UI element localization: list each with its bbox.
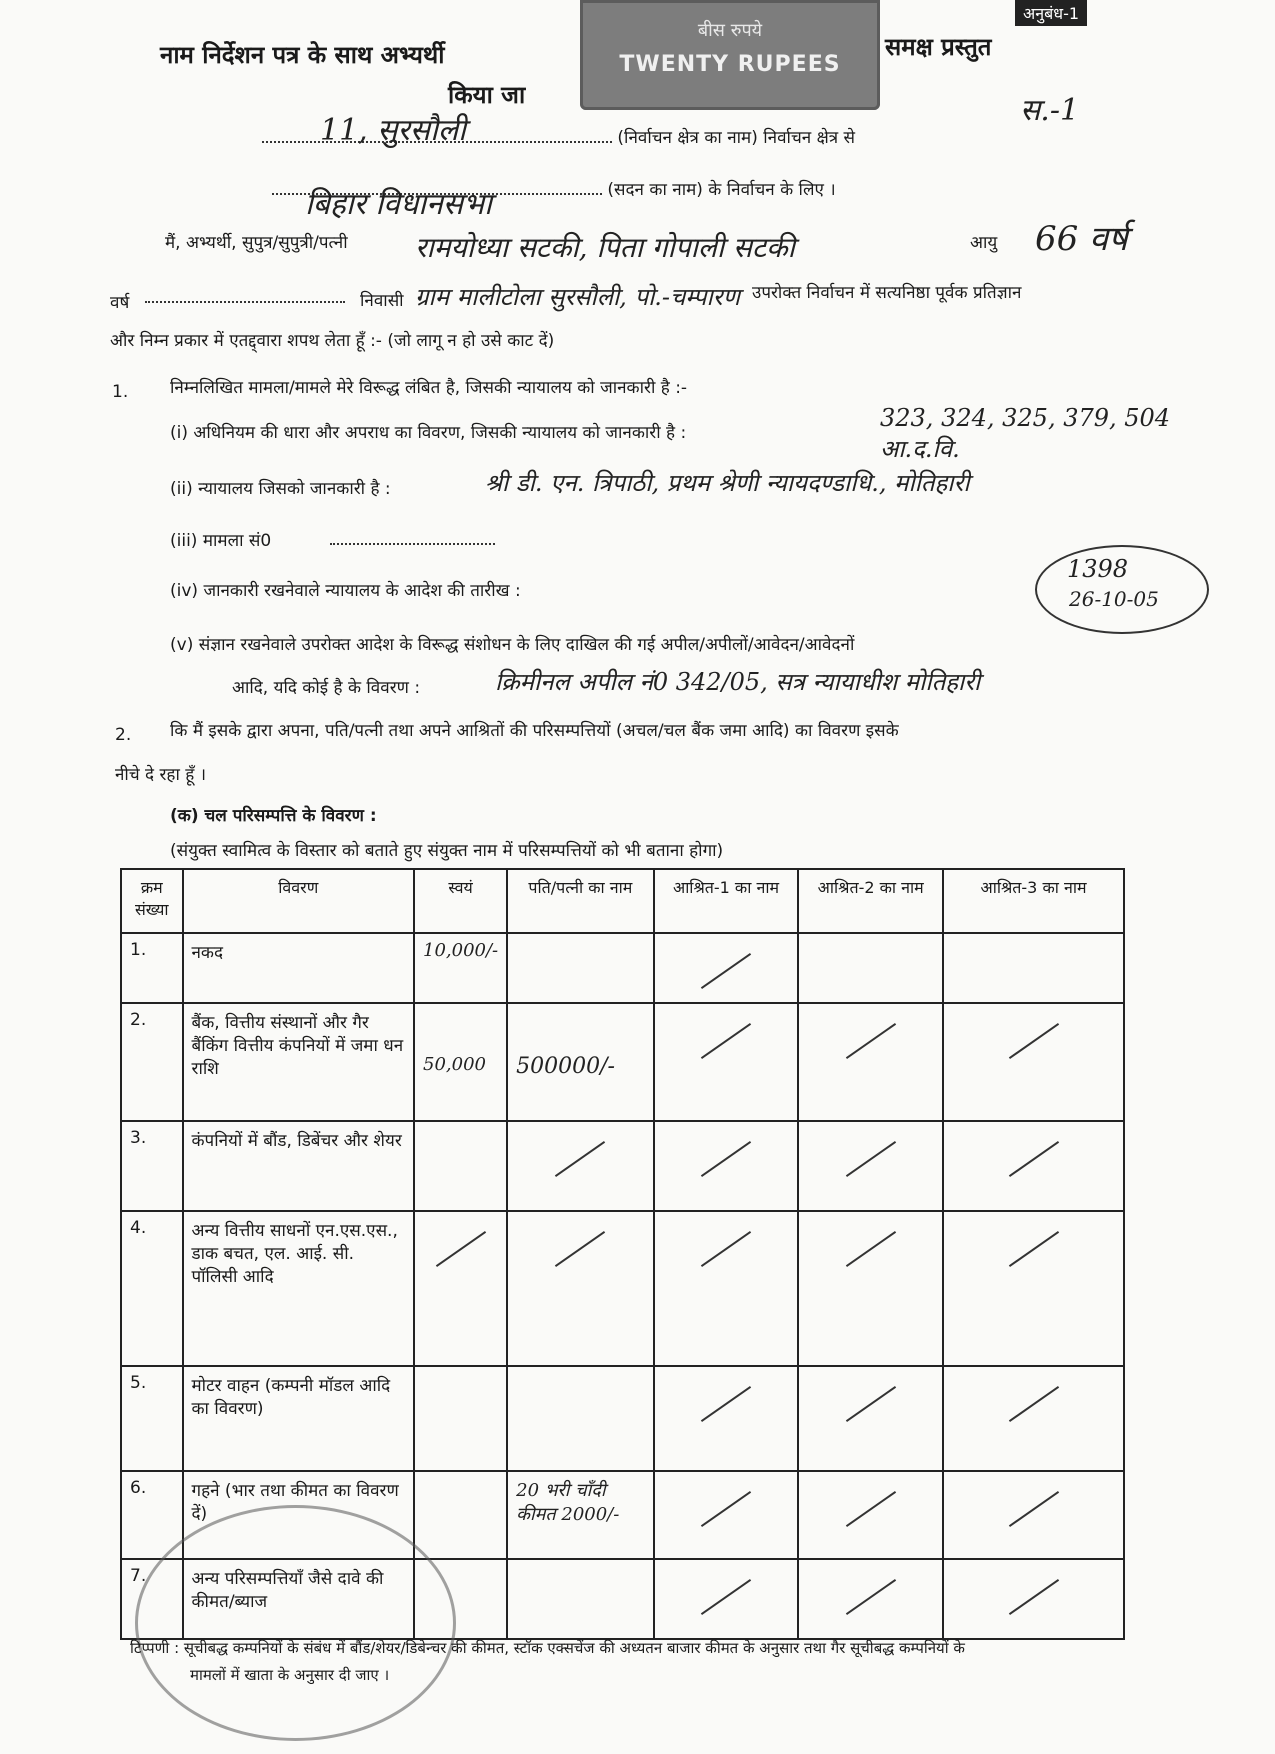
row-number: 1. (121, 933, 183, 1003)
row-dep2 (798, 1121, 943, 1211)
row-dep2 (798, 1366, 943, 1471)
item-ii-value: श्री डी. एन. त्रिपाठी, प्रथम श्रेणी न्यायदण्डाधि., मोतिहारी (485, 469, 970, 497)
section1-intro: निम्नलिखित मामला/मामले मेरे विरूद्ध लंबित है, जिसकी न्यायालय को जानकारी है :- (170, 378, 688, 398)
movable-assets-heading: (क) चल परिसम्पत्ति के विवरण : (170, 806, 377, 826)
constituency-label: (निर्वाचन क्षेत्र का नाम) निर्वाचन क्षेत्र से (617, 128, 856, 148)
row-self-value (414, 1121, 507, 1211)
row-dep3 (943, 1471, 1124, 1559)
row-number: 7. (121, 1559, 183, 1639)
row-spouse-value (507, 1121, 654, 1211)
date-circle (1035, 545, 1209, 634)
row-description: कंपनियों में बौंड, डिबेंचर और शेयर (183, 1121, 415, 1211)
item-iii-label: (iii) मामला सं0 (170, 531, 272, 551)
row-number: 6. (121, 1471, 183, 1559)
row-dep1 (654, 1366, 799, 1471)
row-spouse-value (507, 933, 654, 1003)
title-line2: किया जा (448, 81, 526, 109)
col-spouse: पति/पत्नी का नाम (507, 869, 654, 933)
resident-label: निवासी (360, 291, 404, 311)
row-self-value: 10,000/- (414, 933, 507, 1003)
row-dep2 (798, 933, 943, 1003)
item-iv-label: (iv) जानकारी रखनेवाले न्यायालय के आदेश की तारीख : (170, 581, 521, 601)
item-ii-label: (ii) न्यायालय जिसको जानकारी है : (170, 479, 391, 499)
title-right: समक्ष प्रस्तुत (885, 33, 992, 61)
order-number: 1398 (1067, 555, 1129, 583)
official-round-seal (135, 1505, 456, 1741)
section2-text2: नीचे दे रहा हूँ । (115, 765, 207, 785)
row-dep2 (798, 1559, 943, 1639)
row-description: मोटर वाहन (कम्पनी मॉडल आदि का विवरण) (183, 1366, 415, 1471)
resident-value: ग्राम मालीटोला सुरसौली, पो.-चम्पारण (415, 283, 740, 311)
row-description: गहने (भार तथा कीमत का विवरण दें) (183, 1471, 415, 1559)
title-left: नाम निर्देशन पत्र के साथ अभ्यर्थी (160, 41, 445, 69)
row-number: 2. (121, 1003, 183, 1121)
section2-text: कि मैं इसके द्वारा अपना, पति/पत्नी तथा अपने आश्रितों की परिसम्पत्तियों (अचल/चल बैंक जमा आदि) का विवरण इसके (170, 721, 899, 741)
row-number: 3. (121, 1121, 183, 1211)
stamp-hindi-text: बीस रुपये (697, 20, 763, 41)
row-spouse-value: 500000/- (507, 1003, 654, 1121)
row-dep3 (943, 1003, 1124, 1121)
age-value: 66 वर्ष (1035, 219, 1128, 259)
joint-ownership-note: (संयुक्त स्वामित्व के विस्तार को बताते हुए संयुक्त नाम में परिसम्पत्तियों को भी बताना होगा) (170, 841, 724, 861)
table-row (121, 1366, 1124, 1471)
row-dep2 (798, 1471, 943, 1559)
item-i-value: 323, 324, 325, 379, 504 आ.द.वि. (880, 404, 1171, 463)
row-self-value (414, 1471, 507, 1559)
footer-note: टिप्पणी : सूचीबद्ध कम्पनियों के संबंध में बौंड/शेयर/डिबेन्चर की कीमत, स्टॉक एक्सचेंज की अध्यतन बाजार कीमत के अनुसार तथा गैर सूचीबद्ध कम्पनियों के (130, 1639, 965, 1657)
house-label: (सदन का नाम) के निर्वाचन के लिए । (607, 180, 836, 200)
row-dep3 (943, 1211, 1124, 1366)
row-spouse-value (507, 1211, 654, 1366)
table-header-row (121, 869, 1124, 933)
row-dep1 (654, 1003, 799, 1121)
row-dep3 (943, 933, 1124, 1003)
table-row (121, 1211, 1124, 1366)
row-dep3 (943, 1366, 1124, 1471)
table-row (121, 1003, 1124, 1121)
row-description: अन्य परिसम्पत्तियाँ जैसे दावे की कीमत/ब्याज (183, 1559, 415, 1639)
row-spouse-value (507, 1559, 654, 1639)
row-self-value: 50,000 (414, 1003, 507, 1121)
row-spouse-value: 20 भरी चाँदी कीमत 2000/- (507, 1471, 654, 1559)
years-blank (145, 300, 345, 303)
col-dependent-3: आश्रित-3 का नाम (943, 869, 1124, 933)
section1-num: 1. (112, 382, 129, 402)
row-description: अन्य वित्तीय साधनों एन.एस.एस., डाक बचत, एल. आई. सी. पॉलिसी आदि (183, 1211, 415, 1366)
col-description: विवरण (183, 869, 415, 933)
item-v-label2: आदि, यदि कोई है के विवरण : (232, 678, 421, 698)
stamp-paper-seal (580, 0, 880, 110)
house-value: बिहार विधानसभा (305, 187, 492, 222)
row-number: 5. (121, 1366, 183, 1471)
item-i-label: (i) अधिनियम की धारा और अपराध का विवरण, जिसकी न्यायालय को जानकारी है : (170, 423, 687, 443)
years-label: वर्ष (110, 293, 130, 313)
case-number-blank (330, 542, 495, 545)
candidate-value: रामयोध्या सटकी, पिता गोपाली सटकी (415, 231, 795, 264)
col-dependent-2: आश्रित-2 का नाम (798, 869, 943, 933)
row-dep1 (654, 1559, 799, 1639)
row-description: बैंक, वित्तीय संस्थानों और गैर बैंकिंग वित्तीय कंपनियों में जमा धन राशि (183, 1003, 415, 1121)
row-dep3 (943, 1559, 1124, 1639)
item-v-value: क्रिमीनल अपील नं0 342/05, सत्र न्यायाधीश मोतिहारी (495, 668, 981, 696)
table-row (121, 933, 1124, 1003)
oath-text: उपरोक्त निर्वाचन में सत्यनिष्ठा पूर्वक प्रतिज्ञान (752, 280, 1021, 303)
candidate-prefix: मैं, अभ्यर्थी, सुपुत्र/सुपुत्री/पत्नी (165, 233, 348, 253)
row-dep3 (943, 1121, 1124, 1211)
row-dep1 (654, 1211, 799, 1366)
table-row (121, 1121, 1124, 1211)
handwritten-corner-mark: स.-1 (1020, 93, 1080, 128)
row-self-value (414, 1366, 507, 1471)
section2-num: 2. (115, 725, 132, 745)
annex-badge: अनुबंध-1 (1015, 0, 1087, 26)
constituency-value: 11, सुरसौली (320, 113, 466, 148)
col-serial: क्रम संख्या (121, 869, 183, 933)
item-v-label: (v) संज्ञान रखनेवाले उपरोक्त आदेश के विरूद्ध संशोधन के लिए दाखिल की गई अपील/अपीलों/आवेदन/आवेदनों (170, 635, 855, 655)
oath-line2: और निम्न प्रकार में एतद्द्वारा शपथ लेता हूँ :- (जो लागू न हो उसे काट दें) (110, 331, 555, 351)
col-dependent-1: आश्रित-1 का नाम (654, 869, 799, 933)
stamp-amount: TWENTY RUPEES (619, 52, 841, 77)
row-spouse-value (507, 1366, 654, 1471)
row-dep2 (798, 1211, 943, 1366)
row-dep1 (654, 1471, 799, 1559)
row-dep1 (654, 933, 799, 1003)
row-dep1 (654, 1121, 799, 1211)
row-dep2 (798, 1003, 943, 1121)
order-date: 26-10-05 (1069, 587, 1159, 611)
col-self: स्वयं (414, 869, 507, 933)
row-description: नकद (183, 933, 415, 1003)
age-label: आयु (970, 233, 998, 253)
footer-note-2: मामलों में खाता के अनुसार दी जाए । (190, 1666, 390, 1684)
row-number: 4. (121, 1211, 183, 1366)
row-self-value (414, 1211, 507, 1366)
